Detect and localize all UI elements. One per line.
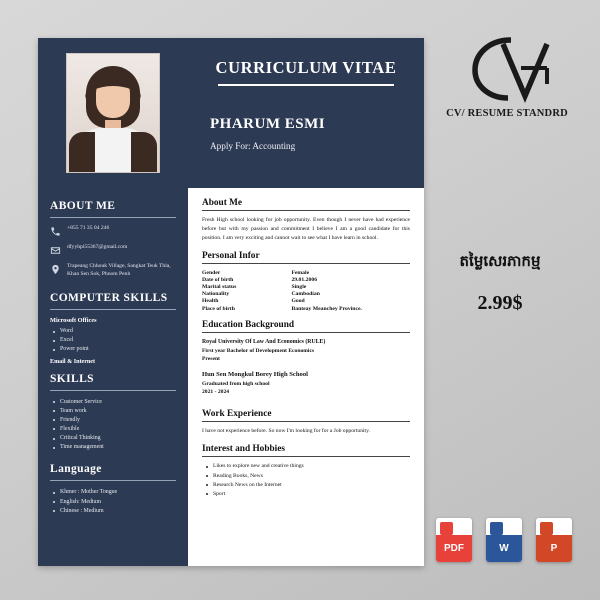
table-row — [202, 269, 410, 276]
pdf-file-label: PDF — [436, 535, 472, 562]
left-content — [38, 188, 188, 566]
resume-body — [188, 188, 424, 566]
pdf-file-icon[interactable] — [436, 518, 472, 562]
contact-address — [50, 263, 176, 278]
resume-header — [188, 38, 424, 188]
personal-info-table — [202, 269, 410, 312]
powerpoint-file-icon[interactable] — [536, 518, 572, 562]
divider — [50, 309, 176, 310]
list-item: Customer Service — [60, 398, 176, 407]
education-entry — [202, 338, 410, 363]
divider — [50, 217, 176, 218]
phone-icon — [50, 226, 61, 237]
list-item: Friendly — [60, 416, 176, 425]
list-item: Critical Thinking — [60, 434, 176, 443]
brand-name: CV/ RESUME STANDRD — [446, 108, 568, 119]
table-cell-label: Gender — [202, 269, 221, 276]
table-cell-label: Marital status — [202, 284, 237, 291]
table-cell-value: 29.01.2006 — [291, 276, 318, 283]
computer-skills-list — [50, 327, 176, 354]
skills-list — [50, 398, 176, 453]
page-title: CURRICULUM VITAE — [215, 58, 397, 77]
file-format-icons — [436, 518, 572, 562]
resume-left-column — [38, 38, 188, 566]
table-cell-value: Single — [291, 284, 307, 291]
about-section-heading: About Me — [202, 198, 243, 208]
education-entry — [202, 370, 410, 397]
divider — [50, 390, 176, 391]
powerpoint-file-label: P — [536, 535, 572, 562]
education-period: 2021 - 2024 — [202, 389, 230, 396]
table-cell-value: Banteay Meanchey Province. — [291, 305, 362, 312]
table-row — [202, 276, 410, 283]
word-file-icon[interactable] — [486, 518, 522, 562]
divider — [218, 84, 394, 86]
work-experience-text: I have not experience before. So now I'm looking for for a Job opportunity. — [202, 428, 370, 435]
interest-heading: Interest and Hobbies — [202, 444, 285, 455]
contact-email — [50, 244, 176, 256]
divider — [202, 263, 410, 264]
list-item: Flexible — [60, 425, 176, 434]
email-icon — [50, 245, 61, 256]
word-file-label: W — [486, 535, 522, 562]
profile-photo — [66, 53, 160, 173]
list-item: Reading Books, News — [213, 472, 410, 481]
education-institution: Hun Sen Mongkul Borey High School — [202, 370, 308, 378]
personal-info-heading: Personal Infor — [202, 251, 260, 262]
applied-position: Apply For: Accounting — [210, 140, 296, 151]
table-row — [202, 298, 410, 305]
table-cell-label: Date of birth — [202, 276, 234, 283]
computer-skills-note: Email & Internet — [50, 358, 96, 365]
education-institution: Royal University Of Law And Economics (RULE) — [202, 339, 326, 346]
table-cell-value: Good — [291, 298, 305, 305]
skills-heading: SKILLS — [50, 372, 94, 385]
education-heading: Education Background — [202, 320, 295, 331]
brand-block — [432, 34, 582, 119]
table-cell-label: Health — [202, 298, 219, 305]
list-item: Likes to explore new and creative things — [213, 462, 410, 471]
divider — [202, 210, 410, 211]
language-list — [50, 488, 176, 515]
photo-panel — [38, 38, 188, 188]
work-experience-heading: Work Experience — [202, 409, 272, 420]
table-row — [202, 284, 410, 291]
list-item: Time management — [60, 443, 176, 452]
interest-list — [202, 462, 410, 498]
computer-skills-subheading: Microsoft Offices — [50, 317, 97, 325]
table-cell-value: Female — [291, 269, 310, 276]
location-icon — [50, 264, 61, 275]
divider — [50, 480, 176, 481]
divider — [202, 456, 410, 457]
table-row — [202, 305, 410, 312]
contact-phone — [50, 225, 176, 237]
language-heading: Language — [50, 463, 102, 476]
about-section-text: Fresh High school looking for job opportunity. Even though I never have had experience before but with my passion and commitment I believe I am a good candidate for this position. I am very exciting and cannot wait to see what I have learn in school. — [202, 217, 410, 242]
price-amount: 2.99$ — [477, 292, 523, 314]
education-period: Present — [202, 356, 220, 363]
contact-address-value: Trapeang Chhouk Village, Sangkat Teuk Thla, Khan Sen Sok, Phnom Penh — [67, 263, 171, 277]
resume-right-column — [188, 38, 424, 566]
list-item: Power point — [60, 345, 176, 354]
list-item: Research News on the Internet — [213, 481, 410, 490]
education-degree: First year Bachelor of Development Economics — [202, 347, 315, 354]
computer-skills-heading: COMPUTER SKILLS — [50, 292, 168, 305]
contact-email-value: dfyyhpi55367@gmail.com — [67, 244, 128, 250]
table-cell-value: Cambodian — [291, 291, 320, 298]
table-cell-label: Nationality — [202, 291, 230, 298]
resume-sheet — [38, 38, 424, 566]
candidate-name: PHARUM ESMI — [210, 115, 326, 132]
table-cell-label: Place of birth — [202, 305, 235, 312]
list-item: English: Medium — [60, 498, 176, 507]
table-row — [202, 291, 410, 298]
contact-phone-value: +855 71 35 04 246 — [67, 225, 110, 231]
list-item: Word — [60, 327, 176, 336]
divider — [202, 332, 410, 333]
list-item: Khmer : Mother Tongue — [60, 488, 176, 497]
cv-monogram-logo — [451, 34, 563, 106]
about-me-heading: ABOUT ME — [50, 200, 116, 212]
list-item: Excel — [60, 336, 176, 345]
price-label-khmer: តម្លៃសេរភាកម្ម — [459, 252, 541, 270]
education-degree: Graduated from high school — [202, 380, 270, 387]
divider — [202, 421, 410, 422]
list-item: Sport — [213, 490, 410, 499]
list-item: Team work — [60, 407, 176, 416]
list-item: Chinese : Medium — [60, 507, 176, 516]
